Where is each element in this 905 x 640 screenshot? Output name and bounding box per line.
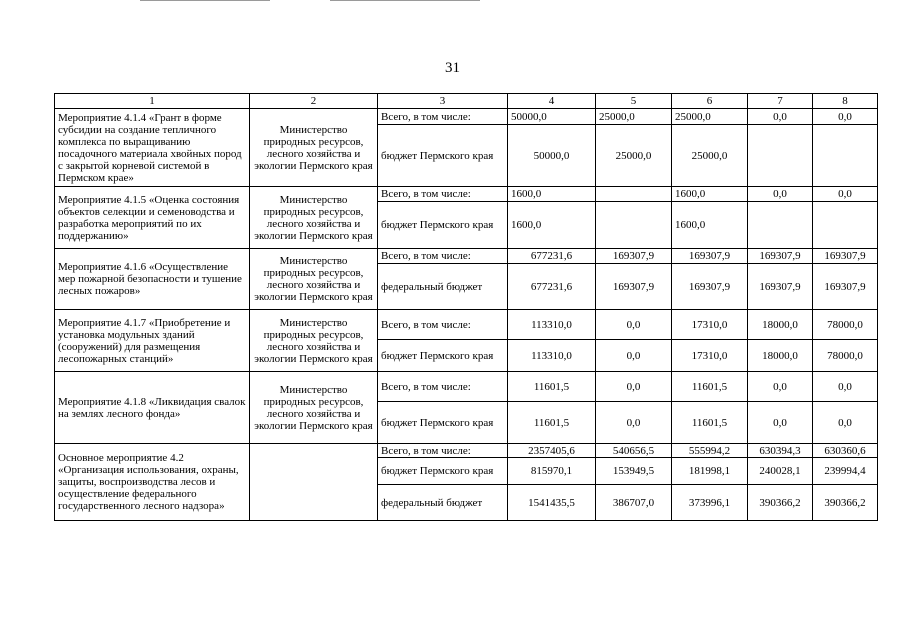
amount-cell: 50000,0 [508,109,596,125]
amount-cell: 390366,2 [748,485,813,521]
amount-cell: 1600,0 [672,187,748,202]
amount-cell: 18000,0 [748,340,813,372]
event-name: Мероприятие 4.1.8 «Ликвидация свалок на землях лесного фонда» [55,372,250,444]
table-row [55,109,878,125]
executor-cell: Министерство природных ресурсов, лесного хозяйства и экологии Пермского края [250,249,378,310]
funding-source: Всего, в том числе: [378,310,508,340]
amount-cell: 50000,0 [508,125,596,187]
funding-source: бюджет Пермского края [378,125,508,187]
amount-cell: 373996,1 [672,485,748,521]
amount-cell: 1600,0 [508,187,596,202]
column-header: 6 [672,94,748,109]
amount-cell: 630360,6 [813,444,878,458]
amount-cell: 677231,6 [508,264,596,310]
amount-cell: 239994,4 [813,458,878,485]
amount-cell: 677231,6 [508,249,596,264]
event-name: Мероприятие 4.1.5 «Оценка состояния объектов селекции и семеноводства и разработка мероприятий по их поддержанию» [55,187,250,249]
amount-cell: 17310,0 [672,340,748,372]
amount-cell: 0,0 [596,310,672,340]
scan-edge-line [140,0,270,1]
amount-cell: 25000,0 [672,125,748,187]
amount-cell: 0,0 [748,402,813,444]
amount-cell: 11601,5 [672,402,748,444]
amount-cell: 169307,9 [596,249,672,264]
table-row [55,310,878,340]
amount-cell: 169307,9 [748,249,813,264]
amount-cell: 11601,5 [508,372,596,402]
amount-cell: 0,0 [596,402,672,444]
amount-cell: 2357405,6 [508,444,596,458]
amount-cell: 390366,2 [813,485,878,521]
amount-cell: 1541435,5 [508,485,596,521]
column-header: 2 [250,94,378,109]
amount-cell: 169307,9 [672,249,748,264]
funding-source: Всего, в том числе: [378,187,508,202]
amount-cell: 1600,0 [672,202,748,249]
executor-cell: Министерство природных ресурсов, лесного хозяйства и экологии Пермского края [250,372,378,444]
amount-cell [596,187,672,202]
amount-cell: 0,0 [813,109,878,125]
amount-cell: 0,0 [596,372,672,402]
column-header: 1 [55,94,250,109]
amount-cell: 0,0 [813,187,878,202]
event-name: Мероприятие 4.1.7 «Приобретение и установка модульных зданий (сооружений) для размещения лесопожарных станций» [55,310,250,372]
funding-source: Всего, в том числе: [378,372,508,402]
amount-cell: 181998,1 [672,458,748,485]
amount-cell: 113310,0 [508,310,596,340]
funding-source: Всего, в том числе: [378,249,508,264]
amount-cell: 169307,9 [596,264,672,310]
amount-cell [813,125,878,187]
table-row [55,372,878,402]
funding-source: Всего, в том числе: [378,109,508,125]
funding-source: бюджет Пермского края [378,402,508,444]
amount-cell: 630394,3 [748,444,813,458]
funding-source: бюджет Пермского края [378,458,508,485]
table-row [55,249,878,264]
funding-source: федеральный бюджет [378,485,508,521]
amount-cell: 1600,0 [508,202,596,249]
amount-cell: 0,0 [813,402,878,444]
funding-source: бюджет Пермского края [378,202,508,249]
amount-cell: 540656,5 [596,444,672,458]
amount-cell: 169307,9 [672,264,748,310]
amount-cell: 386707,0 [596,485,672,521]
page-number: 31 [445,60,460,76]
funding-source: бюджет Пермского края [378,340,508,372]
amount-cell [748,202,813,249]
executor-cell: Министерство природных ресурсов, лесного хозяйства и экологии Пермского края [250,187,378,249]
amount-cell: 153949,5 [596,458,672,485]
amount-cell: 815970,1 [508,458,596,485]
amount-cell: 169307,9 [813,264,878,310]
funding-source: Всего, в том числе: [378,444,508,458]
amount-cell: 11601,5 [508,402,596,444]
amount-cell: 17310,0 [672,310,748,340]
executor-cell: Министерство природных ресурсов, лесного хозяйства и экологии Пермского края [250,310,378,372]
scan-edge-line [330,0,480,1]
table-row [55,444,878,458]
amount-cell: 0,0 [813,372,878,402]
amount-cell: 240028,1 [748,458,813,485]
amount-cell: 25000,0 [596,109,672,125]
event-name: Мероприятие 4.1.4 «Грант в форме субсидии на создание тепличного комплекса по выращиванию посадочного материала хвойных пород с закрытой корневой системой в Пермском крае» [55,109,250,187]
amount-cell: 25000,0 [672,109,748,125]
amount-cell: 0,0 [748,187,813,202]
amount-cell [596,202,672,249]
column-header: 5 [596,94,672,109]
amount-cell: 0,0 [748,372,813,402]
budget-table [54,93,878,521]
funding-source: федеральный бюджет [378,264,508,310]
column-header: 8 [813,94,878,109]
column-header: 7 [748,94,813,109]
amount-cell: 0,0 [596,340,672,372]
event-name: Основное мероприятие 4.2 «Организация использования, охраны, защиты, воспроизводства лесов и осуществление федерального государственного лесного надзора» [55,444,250,521]
column-header: 3 [378,94,508,109]
column-header: 4 [508,94,596,109]
table-row [55,187,878,202]
amount-cell [813,202,878,249]
amount-cell: 11601,5 [672,372,748,402]
executor-cell: Министерство природных ресурсов, лесного хозяйства и экологии Пермского края [250,109,378,187]
amount-cell: 555994,2 [672,444,748,458]
amount-cell: 113310,0 [508,340,596,372]
amount-cell: 0,0 [748,109,813,125]
header-row [55,94,878,109]
amount-cell: 78000,0 [813,310,878,340]
amount-cell: 169307,9 [748,264,813,310]
amount-cell: 169307,9 [813,249,878,264]
amount-cell [748,125,813,187]
amount-cell: 18000,0 [748,310,813,340]
event-name: Мероприятие 4.1.6 «Осуществление мер пожарной безопасности и тушение лесных пожаров» [55,249,250,310]
amount-cell: 25000,0 [596,125,672,187]
executor-cell [250,444,378,521]
amount-cell: 78000,0 [813,340,878,372]
